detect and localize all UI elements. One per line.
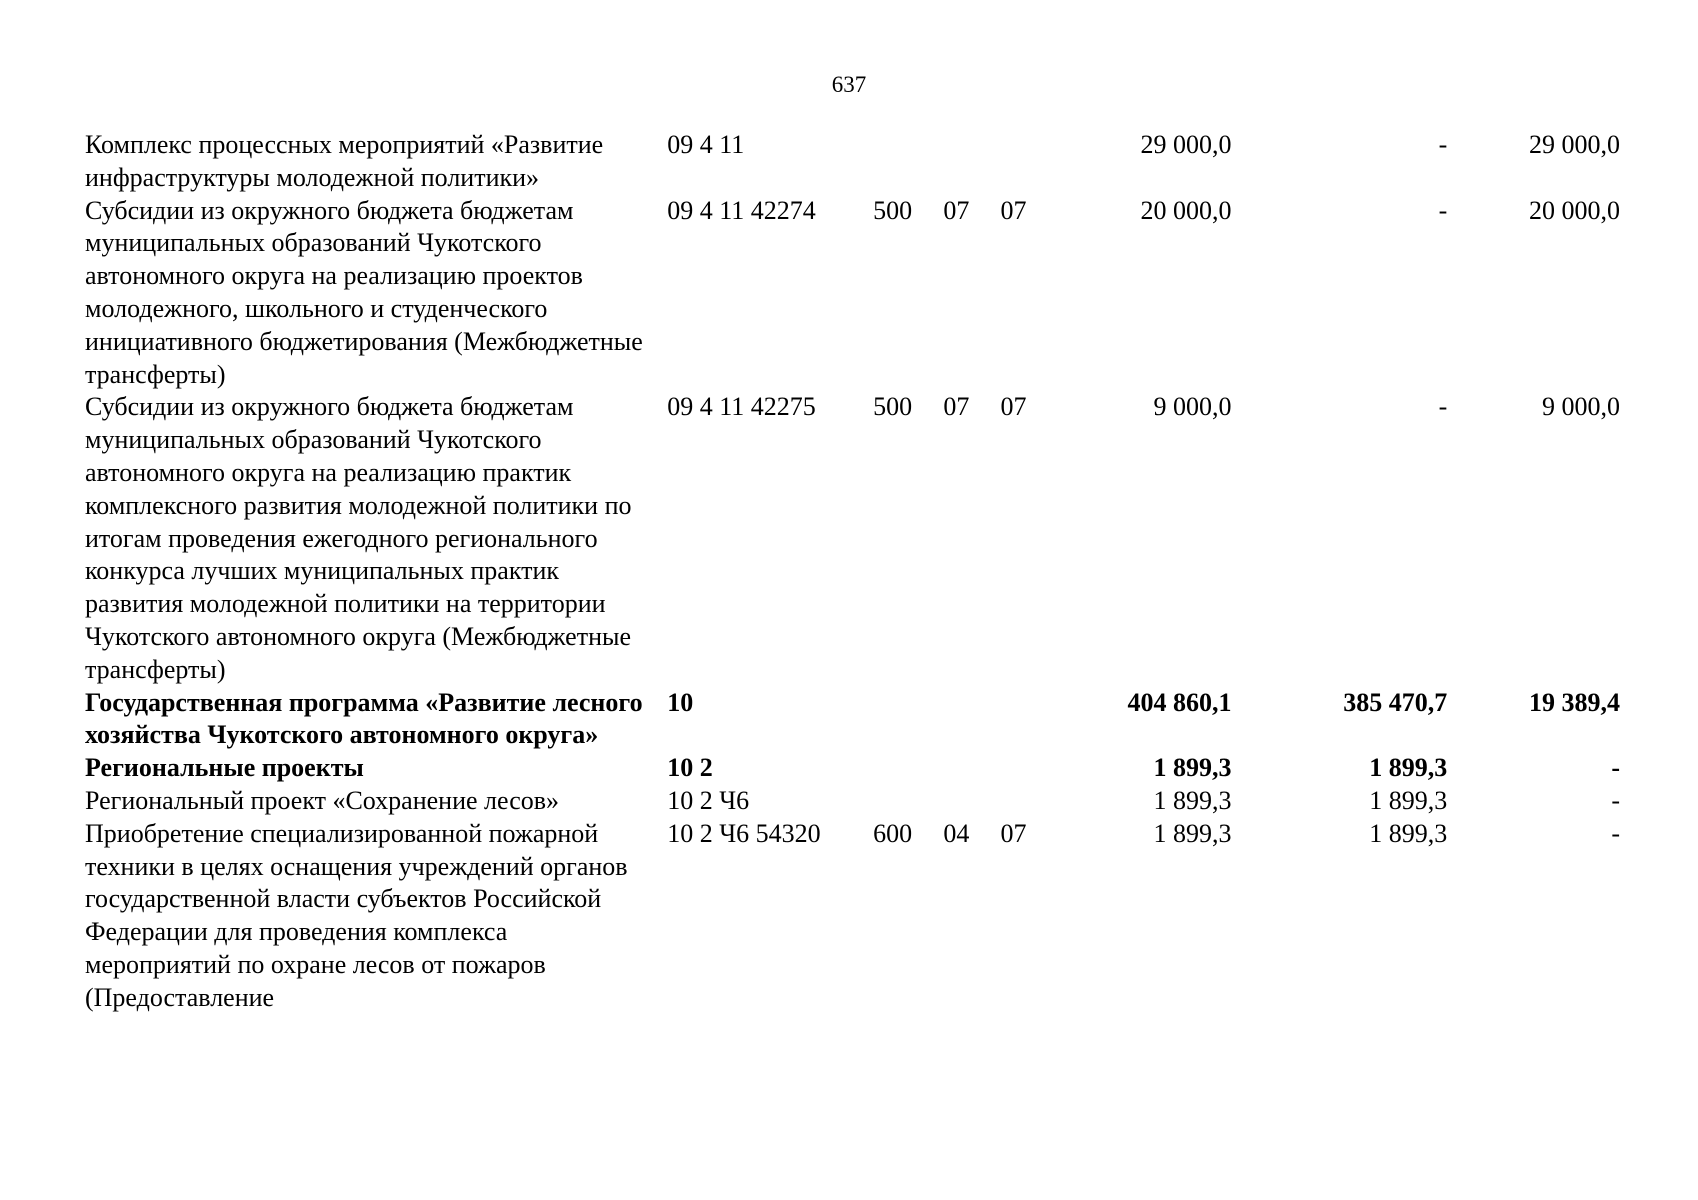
row-vr: 600 xyxy=(873,818,913,848)
row-pr xyxy=(1001,752,1061,785)
row-district: 20 000,0 xyxy=(1529,195,1620,225)
table-row xyxy=(85,687,1620,753)
row-rz xyxy=(943,129,1000,195)
table-row xyxy=(85,752,1620,785)
row-district: 29 000,0 xyxy=(1529,130,1620,159)
row-pr xyxy=(1001,129,1061,195)
row-federal: 385 470,7 xyxy=(1343,687,1448,717)
row-rz xyxy=(943,785,1000,818)
row-code: 09 4 11 xyxy=(667,130,745,159)
row-name: Региональный проект «Сохранение лесов» xyxy=(85,785,560,815)
row-name: Государственная программа «Развитие лесного хозяйства Чукотского автономного округа» xyxy=(85,687,643,750)
row-code: 10 2 xyxy=(667,753,713,783)
table-row xyxy=(85,785,1620,818)
row-rz: 04 xyxy=(943,818,970,848)
row-rz: 07 xyxy=(943,392,970,422)
row-name: Приобретение специализированной пожарной техники в целях оснащения учреждений органов государственной власти субъектов Российской Федерации для проведения комплекса мероприятий по охране лесов от пожаров (Предоставление xyxy=(85,818,628,1012)
row-federal: - xyxy=(1438,130,1448,159)
row-vr xyxy=(873,785,943,818)
row-name: Комплекс процессных мероприятий «Развитие инфраструктуры молодежной политики» xyxy=(85,130,604,192)
row-name: Региональные проекты xyxy=(85,753,364,783)
row-total: 404 860,1 xyxy=(1127,687,1232,717)
row-total: 1 899,3 xyxy=(1153,753,1232,783)
row-total: 1 899,3 xyxy=(1153,785,1232,815)
budget-table xyxy=(85,129,1620,1015)
row-federal: 1 899,3 xyxy=(1369,818,1448,848)
table-row xyxy=(85,391,1620,686)
budget-table-body xyxy=(85,129,1620,1015)
row-vr xyxy=(873,752,943,785)
row-district: - xyxy=(1611,818,1620,848)
row-total: 1 899,3 xyxy=(1153,818,1232,848)
row-federal: - xyxy=(1438,195,1448,225)
row-federal: 1 899,3 xyxy=(1369,753,1448,783)
row-total: 20 000,0 xyxy=(1140,195,1232,225)
row-code: 09 4 11 42275 xyxy=(667,392,816,422)
row-pr: 07 xyxy=(1000,392,1027,422)
row-total: 29 000,0 xyxy=(1140,130,1232,159)
row-rz: 07 xyxy=(943,195,970,225)
table-row xyxy=(85,195,1620,392)
row-total: 9 000,0 xyxy=(1153,392,1232,422)
table-row xyxy=(85,129,1620,195)
row-name: Субсидии из окружного бюджета бюджетам муниципальных образований Чукотского автономного округа на реализацию практик комплексного развития молодежной политики по итогам проведения ежегодного регионального конкурса лучших муниципальных практик развития молодежной политики на территории Чукотского автономного округа (Межбюджетные трансферты) xyxy=(85,392,632,684)
row-pr: 07 xyxy=(1000,195,1027,225)
row-vr: 500 xyxy=(873,195,913,225)
row-district: 19 389,4 xyxy=(1529,687,1620,717)
row-vr xyxy=(873,687,943,753)
row-code: 10 2 Ч6 54320 xyxy=(667,818,821,848)
row-code: 10 2 Ч6 xyxy=(667,785,750,815)
row-federal: - xyxy=(1438,392,1448,422)
row-vr: 500 xyxy=(873,392,913,422)
row-district: - xyxy=(1611,785,1620,815)
row-district: 9 000,0 xyxy=(1542,392,1620,422)
row-federal: 1 899,3 xyxy=(1369,785,1448,815)
row-name: Субсидии из окружного бюджета бюджетам муниципальных образований Чукотского автономного округа на реализацию проектов молодежного, школьного и студенческого инициативного бюджетирования (Межбюджетные трансферты) xyxy=(85,195,643,389)
row-rz xyxy=(943,752,1000,785)
row-code: 09 4 11 42274 xyxy=(667,195,816,225)
page-number: 637 xyxy=(831,72,867,97)
table-row xyxy=(85,818,1620,1015)
row-pr: 07 xyxy=(1000,818,1027,848)
row-rz xyxy=(943,687,1000,753)
row-pr xyxy=(1001,785,1061,818)
row-code: 10 xyxy=(667,687,694,717)
row-district: - xyxy=(1611,753,1620,783)
row-pr xyxy=(1001,687,1061,753)
row-vr xyxy=(873,129,943,195)
